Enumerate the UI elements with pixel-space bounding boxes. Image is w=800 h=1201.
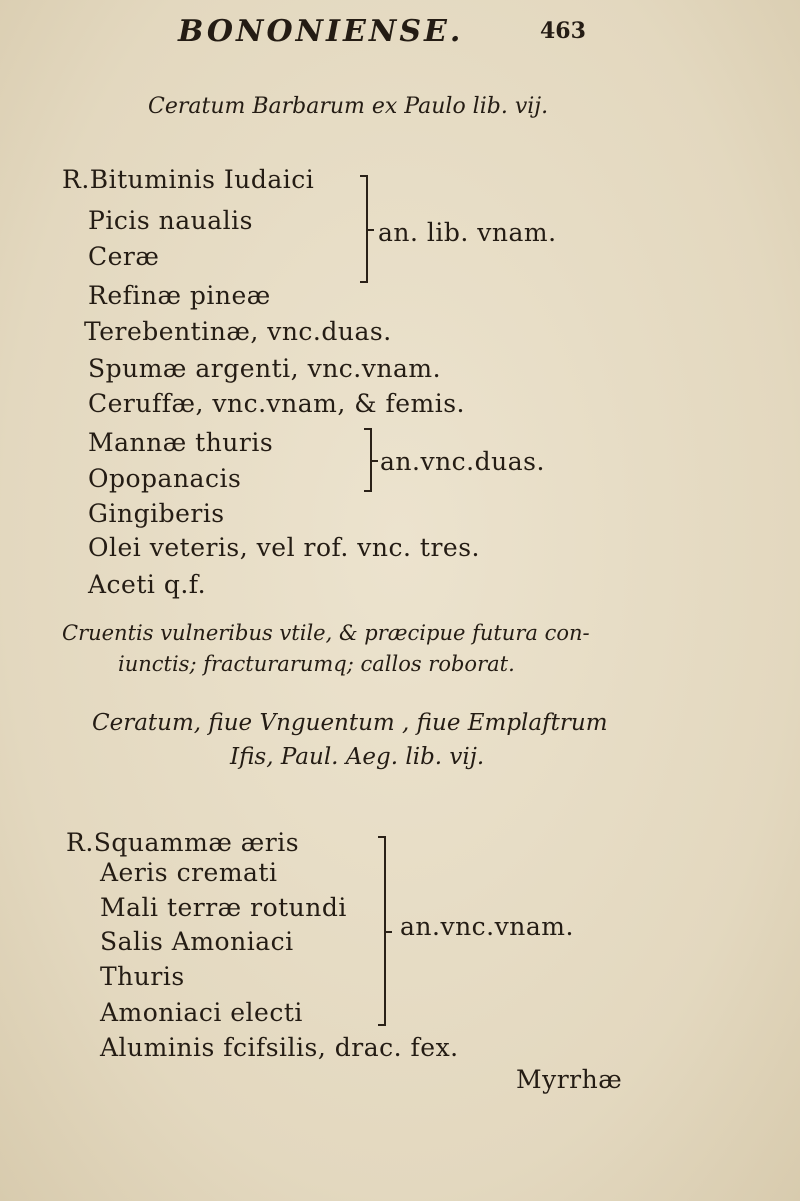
note-line: iunctis; fracturarumq; callos roborat. bbox=[118, 652, 515, 676]
ingredient-line: Ceruffæ, vnc.vnam, & femis. bbox=[88, 389, 466, 418]
ingredient-line: Thuris bbox=[100, 962, 185, 991]
catchword: Myrrhæ bbox=[516, 1065, 623, 1094]
recipe1-title: Ceratum Barbarum ex Paulo lib. vij. bbox=[148, 94, 549, 119]
ingredient-line: Picis naualis bbox=[88, 206, 253, 235]
ingredient-line: R.Bituminis Iudaici bbox=[62, 165, 315, 194]
note-line: Cruentis vulneribus vtile, & præcipue futura con- bbox=[62, 621, 590, 645]
brace-2-label: an.vnc.duas. bbox=[380, 447, 545, 476]
page-number: 463 bbox=[540, 18, 586, 44]
ingredient-line: Aeris cremati bbox=[100, 858, 278, 887]
ingredient-line: Ceræ bbox=[88, 242, 160, 271]
brace-2 bbox=[362, 428, 372, 492]
ingredient-line: Refinæ pineæ bbox=[88, 281, 271, 310]
ingredient-line: Mali terræ rotundi bbox=[100, 893, 347, 922]
running-title: BONONIENSE. bbox=[178, 14, 464, 49]
ingredient-line: Spumæ argenti, vnc.vnam. bbox=[88, 354, 442, 383]
brace-1-label: an. lib. vnam. bbox=[378, 218, 557, 247]
ingredient-line: Opopanacis bbox=[88, 464, 242, 493]
ingredient-line: Gingiberis bbox=[88, 499, 225, 528]
recipe2-title-source: Ifis, Paul. Aeg. lib. vij. bbox=[230, 744, 485, 770]
brace-3-label: an.vnc.vnam. bbox=[400, 912, 574, 941]
ingredient-line: Salis Amoniaci bbox=[100, 927, 294, 956]
ingredient-line: Terebentinæ, vnc.duas. bbox=[84, 317, 392, 346]
ingredient-line: Mannæ thuris bbox=[88, 428, 274, 457]
ingredient-line: Aceti q.f. bbox=[88, 570, 207, 599]
ingredient-line: Amoniaci electi bbox=[100, 998, 303, 1027]
ingredient-line: Aluminis fcifsilis, drac. fex. bbox=[100, 1033, 459, 1062]
brace-1 bbox=[358, 175, 368, 283]
ingredient-line: R.Squammæ æris bbox=[66, 828, 300, 857]
ingredient-line: Olei veteris, vel rof. vnc. tres. bbox=[88, 533, 480, 562]
recipe2-title: Ceratum, fiue Vnguentum , fiue Emplaftrum bbox=[92, 710, 608, 736]
brace-3 bbox=[376, 836, 386, 1026]
